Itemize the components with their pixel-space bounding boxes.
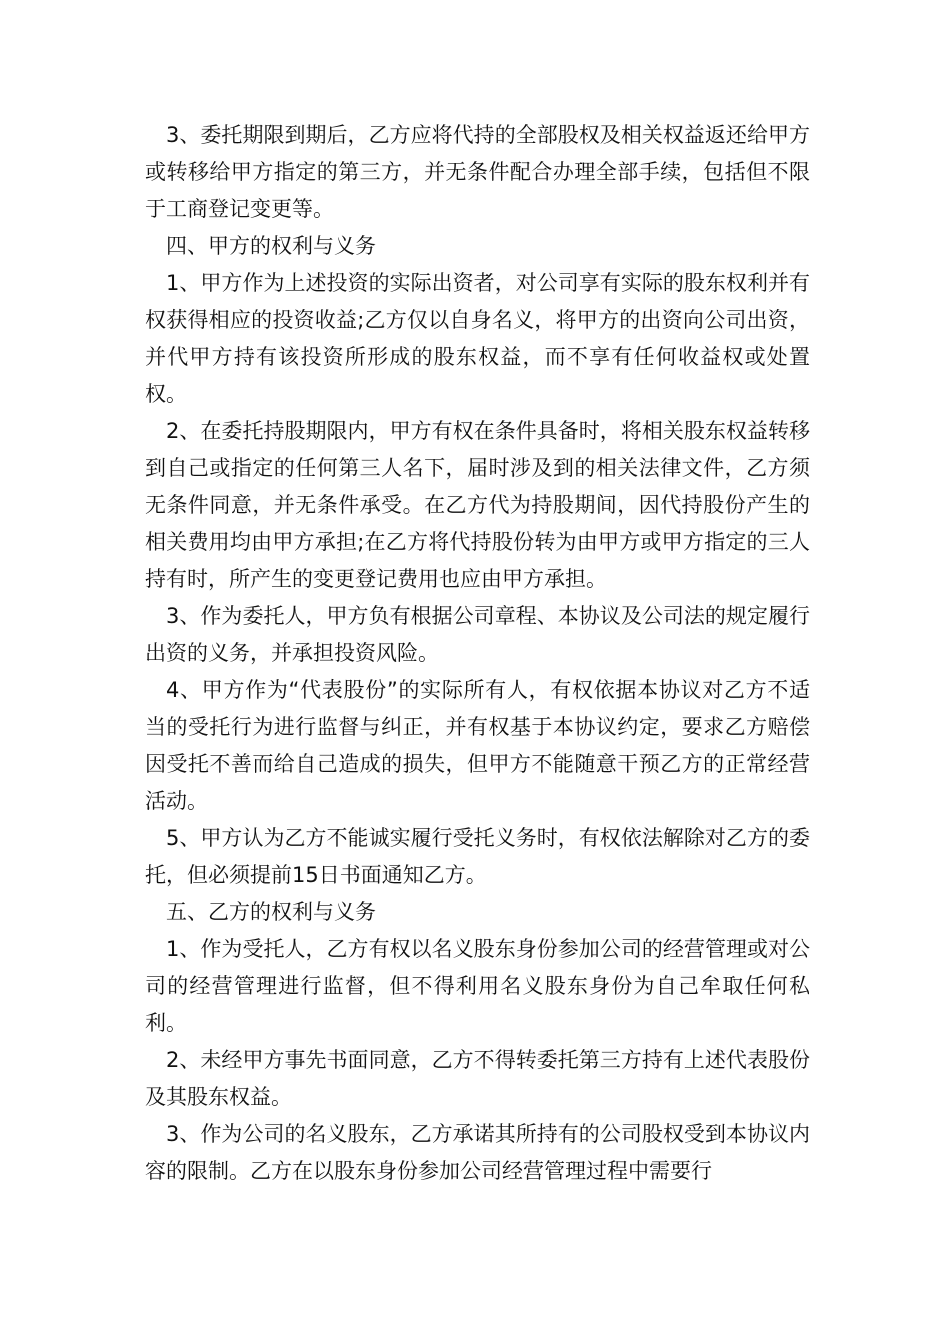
paragraph-party-a-clause-3: 3、作为委托人，甲方负有根据公司章程、本协议及公司法的规定履行出资的义务，并承担投资风险。	[145, 604, 810, 665]
paragraph-party-a-clause-4: 4、甲方作为“代表股份”的实际所有人，有权依据本协议对乙方不适当的受托行为进行监督与纠正，并有权基于本协议约定，要求乙方赔偿因受托不善而给自己造成的损失，但甲方不能随意干预乙方的正常经营活动。	[145, 678, 810, 813]
paragraph-party-b-clause-3: 3、作为公司的名义股东，乙方承诺其所持有的公司股权受到本协议内容的限制。乙方在以股东身份参加公司经营管理过程中需要行	[145, 1122, 810, 1183]
paragraph-party-a-clause-2: 2、在委托持股期限内，甲方有权在条件具备时，将相关股东权益转移到自己或指定的任何第三人名下，届时涉及到的相关法律文件，乙方须无条件同意，并无条件承受。在乙方代为持股期间，因代持股份产生的相关费用均由甲方承担;在乙方将代持股份转为由甲方或甲方指定的三人持有时，所产生的变更登记费用也应由甲方承担。	[145, 419, 810, 591]
document-body	[145, 117, 810, 1190]
section-heading-party-b-rights: 五、乙方的权利与义务	[166, 900, 376, 924]
paragraph-party-a-clause-5: 5、甲方认为乙方不能诚实履行受托义务时，有权依法解除对乙方的委托，但必须提前15日书面通知乙方。	[145, 826, 810, 887]
paragraph-party-b-clause-1: 1、作为受托人，乙方有权以名义股东身份参加公司的经营管理或对公司的经营管理进行监督，但不得利用名义股东身份为自己牟取任何私利。	[145, 937, 810, 1035]
paragraph-party-b-clause-2: 2、未经甲方事先书面同意，乙方不得转委托第三方持有上述代表股份及其股东权益。	[145, 1048, 810, 1109]
paragraph-entrust-term-expiry: 3、委托期限到期后，乙方应将代持的全部股权及相关权益返还给甲方或转移给甲方指定的第三方，并无条件配合办理全部手续，包括但不限于工商登记变更等。	[145, 123, 810, 221]
paragraph-party-a-clause-1: 1、甲方作为上述投资的实际出资者，对公司享有实际的股东权利并有权获得相应的投资收益;乙方仅以自身名义，将甲方的出资向公司出资，并代甲方持有该投资所形成的股东权益，而不享有任何收益权或处置权。	[145, 271, 810, 406]
section-heading-party-a-rights: 四、甲方的权利与义务	[166, 234, 376, 258]
